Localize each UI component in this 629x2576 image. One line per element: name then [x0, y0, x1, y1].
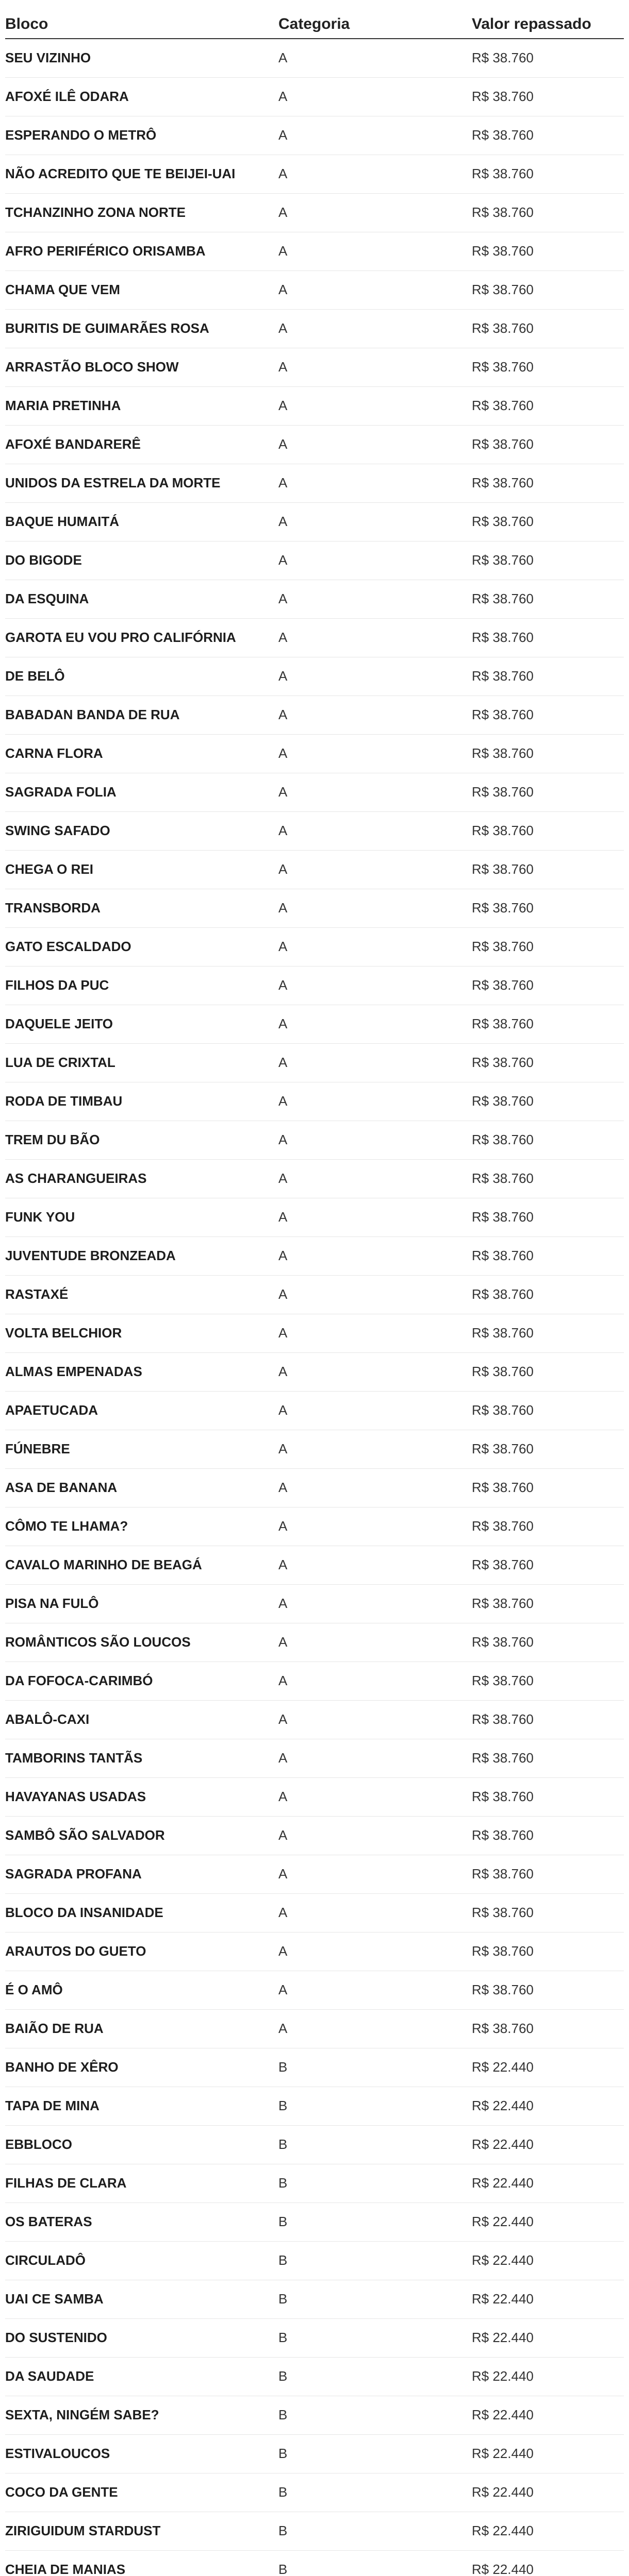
cell-valor: R$ 38.760 — [472, 812, 624, 851]
cell-bloco: PISA NA FULÔ — [5, 1585, 278, 1623]
cell-valor: R$ 38.760 — [472, 310, 624, 348]
table-row — [5, 1507, 624, 1546]
cell-valor: R$ 38.760 — [472, 1044, 624, 1082]
table-row — [5, 271, 624, 310]
cell-bloco: GAROTA EU VOU PRO CALIFÓRNIA — [5, 619, 278, 657]
cell-bloco: GATO ESCALDADO — [5, 928, 278, 967]
cell-bloco: TAMBORINS TANTÃS — [5, 1739, 278, 1778]
cell-bloco: MARIA PRETINHA — [5, 387, 278, 426]
cell-bloco: BLOCO DA INSANIDADE — [5, 1894, 278, 1933]
cell-bloco: ESTIVALOUCOS — [5, 2435, 278, 2473]
cell-bloco: É O AMÔ — [5, 1971, 278, 2010]
cell-valor: R$ 38.760 — [472, 1778, 624, 1817]
cell-valor: R$ 38.760 — [472, 387, 624, 426]
cell-bloco: TREM DU BÃO — [5, 1121, 278, 1160]
cell-categoria: A — [278, 310, 472, 348]
table-row — [5, 310, 624, 348]
table-row — [5, 39, 624, 78]
cell-bloco: DA FOFOCA-CARIMBÓ — [5, 1662, 278, 1701]
table-row — [5, 1392, 624, 1430]
cell-categoria: A — [278, 928, 472, 967]
cell-valor: R$ 38.760 — [472, 1469, 624, 1507]
cell-valor: R$ 38.760 — [472, 1894, 624, 1933]
table-row — [5, 2048, 624, 2087]
header-categoria[interactable]: Categoria — [278, 10, 472, 39]
cell-categoria: B — [278, 2358, 472, 2396]
cell-valor: R$ 38.760 — [472, 1314, 624, 1353]
cell-valor: R$ 38.760 — [472, 696, 624, 735]
cell-bloco: OS BATERAS — [5, 2203, 278, 2242]
table-row — [5, 1121, 624, 1160]
cell-categoria: B — [278, 2396, 472, 2435]
cell-bloco: SWING SAFADO — [5, 812, 278, 851]
cell-valor: R$ 22.440 — [472, 2396, 624, 2435]
table-body — [5, 39, 624, 2576]
cell-categoria: B — [278, 2280, 472, 2319]
cell-bloco: COCO DA GENTE — [5, 2473, 278, 2512]
cell-categoria: A — [278, 2010, 472, 2048]
cell-valor: R$ 38.760 — [472, 1546, 624, 1585]
cell-categoria: B — [278, 2551, 472, 2576]
cell-valor: R$ 38.760 — [472, 1198, 624, 1237]
cell-categoria: A — [278, 735, 472, 773]
cell-categoria: A — [278, 1353, 472, 1392]
table-row — [5, 889, 624, 928]
cell-categoria: A — [278, 1546, 472, 1585]
cell-bloco: RODA DE TIMBAU — [5, 1082, 278, 1121]
table-row — [5, 1160, 624, 1198]
cell-categoria: B — [278, 2087, 472, 2126]
cell-categoria: A — [278, 773, 472, 812]
table-row — [5, 1314, 624, 1353]
cell-categoria: A — [278, 1392, 472, 1430]
cell-categoria: A — [278, 348, 472, 387]
table-row — [5, 2512, 624, 2551]
table-row — [5, 580, 624, 619]
cell-bloco: LUA DE CRIXTAL — [5, 1044, 278, 1082]
cell-categoria: A — [278, 1739, 472, 1778]
cell-valor: R$ 38.760 — [472, 967, 624, 1005]
cell-bloco: FILHOS DA PUC — [5, 967, 278, 1005]
table-row — [5, 735, 624, 773]
cell-categoria: A — [278, 1817, 472, 1855]
cell-bloco: BURITIS DE GUIMARÃES ROSA — [5, 310, 278, 348]
cell-categoria: A — [278, 155, 472, 194]
cell-valor: R$ 38.760 — [472, 1507, 624, 1546]
table-row — [5, 1469, 624, 1507]
cell-bloco: VOLTA BELCHIOR — [5, 1314, 278, 1353]
table-row — [5, 387, 624, 426]
table-row — [5, 2164, 624, 2203]
cell-bloco: DA SAUDADE — [5, 2358, 278, 2396]
cell-bloco: DAQUELE JEITO — [5, 1005, 278, 1044]
cell-valor: R$ 38.760 — [472, 928, 624, 967]
cell-categoria: A — [278, 1507, 472, 1546]
cell-bloco: DO BIGODE — [5, 541, 278, 580]
cell-categoria: A — [278, 619, 472, 657]
cell-bloco: FILHAS DE CLARA — [5, 2164, 278, 2203]
cell-categoria: B — [278, 2242, 472, 2280]
cell-categoria: A — [278, 464, 472, 503]
cell-categoria: A — [278, 1237, 472, 1276]
cell-categoria: A — [278, 1082, 472, 1121]
cell-categoria: B — [278, 2048, 472, 2087]
cell-bloco: EBBLOCO — [5, 2126, 278, 2164]
table-row — [5, 464, 624, 503]
cell-categoria: A — [278, 1933, 472, 1971]
table-row — [5, 1430, 624, 1469]
table-row — [5, 1778, 624, 1817]
table-row — [5, 1276, 624, 1314]
cell-bloco: FUNK YOU — [5, 1198, 278, 1237]
cell-bloco: ROMÂNTICOS SÃO LOUCOS — [5, 1623, 278, 1662]
cell-bloco: ZIRIGUIDUM STARDUST — [5, 2512, 278, 2551]
table-row — [5, 2435, 624, 2473]
cell-valor: R$ 38.760 — [472, 1082, 624, 1121]
table-row — [5, 2010, 624, 2048]
table-row — [5, 1044, 624, 1082]
cell-valor: R$ 38.760 — [472, 1701, 624, 1739]
table-row — [5, 812, 624, 851]
table-row — [5, 1971, 624, 2010]
cell-categoria: A — [278, 1276, 472, 1314]
cell-valor: R$ 38.760 — [472, 1623, 624, 1662]
table-row — [5, 1237, 624, 1276]
cell-categoria: A — [278, 1198, 472, 1237]
cell-categoria: A — [278, 1701, 472, 1739]
cell-valor: R$ 38.760 — [472, 1005, 624, 1044]
cell-categoria: A — [278, 580, 472, 619]
table-header — [5, 10, 624, 39]
cell-bloco: AFOXÉ ILÊ ODARA — [5, 78, 278, 116]
cell-valor: R$ 22.440 — [472, 2512, 624, 2551]
cell-valor: R$ 38.760 — [472, 2010, 624, 2048]
table-row — [5, 1585, 624, 1623]
cell-categoria: A — [278, 1662, 472, 1701]
cell-valor: R$ 38.760 — [472, 735, 624, 773]
cell-bloco: NÃO ACREDITO QUE TE BEIJEI-UAI — [5, 155, 278, 194]
cell-categoria: A — [278, 1430, 472, 1469]
cell-valor: R$ 38.760 — [472, 348, 624, 387]
cell-categoria: A — [278, 1160, 472, 1198]
cell-categoria: A — [278, 78, 472, 116]
cell-bloco: HAVAYANAS USADAS — [5, 1778, 278, 1817]
cell-bloco: TRANSBORDA — [5, 889, 278, 928]
cell-categoria: A — [278, 541, 472, 580]
table-row — [5, 1082, 624, 1121]
cell-valor: R$ 38.760 — [472, 1933, 624, 1971]
cell-categoria: A — [278, 1971, 472, 2010]
table-row — [5, 1353, 624, 1392]
cell-categoria: A — [278, 1044, 472, 1082]
cell-bloco: CHEIA DE MANIAS — [5, 2551, 278, 2576]
cell-valor: R$ 22.440 — [472, 2048, 624, 2087]
cell-bloco: UNIDOS DA ESTRELA DA MORTE — [5, 464, 278, 503]
cell-categoria: A — [278, 116, 472, 155]
cell-valor: R$ 38.760 — [472, 1276, 624, 1314]
cell-categoria: A — [278, 271, 472, 310]
cell-categoria: A — [278, 232, 472, 271]
cell-valor: R$ 22.440 — [472, 2435, 624, 2473]
cell-categoria: A — [278, 1778, 472, 1817]
cell-valor: R$ 38.760 — [472, 1237, 624, 1276]
cell-bloco: SEU VIZINHO — [5, 39, 278, 78]
cell-valor: R$ 38.760 — [472, 232, 624, 271]
cell-categoria: B — [278, 2512, 472, 2551]
cell-bloco: CIRCULADÔ — [5, 2242, 278, 2280]
cell-bloco: AFOXÉ BANDARERÊ — [5, 426, 278, 464]
cell-valor: R$ 38.760 — [472, 1817, 624, 1855]
table-row — [5, 928, 624, 967]
cell-bloco: FÚNEBRE — [5, 1430, 278, 1469]
cell-categoria: A — [278, 1894, 472, 1933]
cell-valor: R$ 38.760 — [472, 1971, 624, 2010]
cell-categoria: A — [278, 1585, 472, 1623]
header-bloco[interactable]: Bloco — [5, 10, 278, 39]
table-row — [5, 541, 624, 580]
table-row — [5, 1546, 624, 1585]
cell-bloco: DA ESQUINA — [5, 580, 278, 619]
table-row — [5, 2087, 624, 2126]
cell-categoria: B — [278, 2164, 472, 2203]
cell-categoria: B — [278, 2473, 472, 2512]
cell-valor: R$ 38.760 — [472, 773, 624, 812]
table-row — [5, 967, 624, 1005]
cell-categoria: A — [278, 194, 472, 232]
cell-bloco: SAGRADA PROFANA — [5, 1855, 278, 1894]
table-row — [5, 194, 624, 232]
cell-bloco: SAGRADA FOLIA — [5, 773, 278, 812]
cell-valor: R$ 38.760 — [472, 541, 624, 580]
cell-categoria: A — [278, 426, 472, 464]
cell-categoria: A — [278, 1469, 472, 1507]
cell-valor: R$ 38.760 — [472, 1353, 624, 1392]
table-row — [5, 1623, 624, 1662]
cell-bloco: TAPA DE MINA — [5, 2087, 278, 2126]
cell-categoria: B — [278, 2203, 472, 2242]
cell-categoria: A — [278, 1314, 472, 1353]
cell-categoria: A — [278, 1623, 472, 1662]
cell-bloco: BANHO DE XÊRO — [5, 2048, 278, 2087]
cell-bloco: BABADAN BANDA DE RUA — [5, 696, 278, 735]
cell-bloco: BAIÃO DE RUA — [5, 2010, 278, 2048]
table-row — [5, 2319, 624, 2358]
cell-bloco: APAETUCADA — [5, 1392, 278, 1430]
cell-valor: R$ 38.760 — [472, 851, 624, 889]
table-row — [5, 1701, 624, 1739]
cell-valor: R$ 22.440 — [472, 2164, 624, 2203]
cell-bloco: AS CHARANGUEIRAS — [5, 1160, 278, 1198]
cell-categoria: A — [278, 39, 472, 78]
cell-categoria: A — [278, 657, 472, 696]
cell-categoria: A — [278, 696, 472, 735]
cell-bloco: ESPERANDO O METRÔ — [5, 116, 278, 155]
table-row — [5, 1662, 624, 1701]
cell-bloco: AFRO PERIFÉRICO ORISAMBA — [5, 232, 278, 271]
cell-bloco: CHEGA O REI — [5, 851, 278, 889]
cell-valor: R$ 22.440 — [472, 2280, 624, 2319]
table-row — [5, 696, 624, 735]
cell-bloco: ARAUTOS DO GUETO — [5, 1933, 278, 1971]
cell-valor: R$ 22.440 — [472, 2203, 624, 2242]
table-row — [5, 851, 624, 889]
cell-categoria: A — [278, 812, 472, 851]
cell-bloco: JUVENTUDE BRONZEADA — [5, 1237, 278, 1276]
cell-valor: R$ 38.760 — [472, 39, 624, 78]
cell-bloco: BAQUE HUMAITÁ — [5, 503, 278, 541]
cell-categoria: A — [278, 851, 472, 889]
cell-valor: R$ 38.760 — [472, 1662, 624, 1701]
table-row — [5, 155, 624, 194]
table-row — [5, 1894, 624, 1933]
cell-valor: R$ 38.760 — [472, 580, 624, 619]
table-row — [5, 619, 624, 657]
blocos-table — [5, 10, 624, 2576]
table-row — [5, 1005, 624, 1044]
cell-bloco: DO SUSTENIDO — [5, 2319, 278, 2358]
cell-valor: R$ 38.760 — [472, 503, 624, 541]
table-row — [5, 2473, 624, 2512]
table-row — [5, 2358, 624, 2396]
cell-categoria: B — [278, 2319, 472, 2358]
cell-categoria: A — [278, 1855, 472, 1894]
cell-valor: R$ 38.760 — [472, 1585, 624, 1623]
cell-valor: R$ 38.760 — [472, 426, 624, 464]
table-row — [5, 1739, 624, 1778]
table-row — [5, 2551, 624, 2576]
cell-valor: R$ 38.760 — [472, 78, 624, 116]
cell-valor: R$ 38.760 — [472, 657, 624, 696]
cell-categoria: A — [278, 387, 472, 426]
cell-bloco: DE BELÔ — [5, 657, 278, 696]
cell-bloco: CHAMA QUE VEM — [5, 271, 278, 310]
cell-valor: R$ 38.760 — [472, 889, 624, 928]
cell-bloco: TCHANZINHO ZONA NORTE — [5, 194, 278, 232]
table-row — [5, 1855, 624, 1894]
cell-valor: R$ 38.760 — [472, 155, 624, 194]
table-row — [5, 657, 624, 696]
cell-valor: R$ 22.440 — [472, 2242, 624, 2280]
table-row — [5, 773, 624, 812]
cell-categoria: B — [278, 2126, 472, 2164]
cell-valor: R$ 22.440 — [472, 2319, 624, 2358]
cell-valor: R$ 38.760 — [472, 194, 624, 232]
cell-bloco: CÔMO TE LHAMA? — [5, 1507, 278, 1546]
table-row — [5, 116, 624, 155]
table-row — [5, 78, 624, 116]
cell-valor: R$ 22.440 — [472, 2473, 624, 2512]
cell-valor: R$ 38.760 — [472, 1739, 624, 1778]
table-row — [5, 1198, 624, 1237]
cell-categoria: A — [278, 503, 472, 541]
cell-bloco: SAMBÔ SÃO SALVADOR — [5, 1817, 278, 1855]
cell-valor: R$ 38.760 — [472, 1855, 624, 1894]
table-row — [5, 232, 624, 271]
cell-valor: R$ 38.760 — [472, 271, 624, 310]
cell-categoria: B — [278, 2435, 472, 2473]
cell-bloco: ABALÔ-CAXI — [5, 1701, 278, 1739]
cell-valor: R$ 38.760 — [472, 464, 624, 503]
cell-bloco: CARNA FLORA — [5, 735, 278, 773]
cell-categoria: A — [278, 967, 472, 1005]
cell-valor: R$ 38.760 — [472, 116, 624, 155]
table-row — [5, 1933, 624, 1971]
cell-bloco: SEXTA, NINGÉM SABE? — [5, 2396, 278, 2435]
header-row — [5, 10, 624, 39]
table-row — [5, 2203, 624, 2242]
cell-valor: R$ 38.760 — [472, 1392, 624, 1430]
table-row — [5, 426, 624, 464]
cell-valor: R$ 22.440 — [472, 2126, 624, 2164]
cell-bloco: UAI CE SAMBA — [5, 2280, 278, 2319]
cell-valor: R$ 38.760 — [472, 1160, 624, 1198]
table-row — [5, 348, 624, 387]
header-valor-repassado[interactable]: Valor repassado — [472, 10, 624, 39]
cell-bloco: RASTAXÉ — [5, 1276, 278, 1314]
cell-valor: R$ 38.760 — [472, 1121, 624, 1160]
cell-valor: R$ 22.440 — [472, 2087, 624, 2126]
cell-valor: R$ 38.760 — [472, 619, 624, 657]
cell-categoria: A — [278, 889, 472, 928]
table-row — [5, 1817, 624, 1855]
table-row — [5, 2242, 624, 2280]
cell-bloco: ARRASTÃO BLOCO SHOW — [5, 348, 278, 387]
cell-bloco: ASA DE BANANA — [5, 1469, 278, 1507]
cell-valor: R$ 22.440 — [472, 2358, 624, 2396]
cell-bloco: CAVALO MARINHO DE BEAGÁ — [5, 1546, 278, 1585]
cell-categoria: A — [278, 1005, 472, 1044]
table-row — [5, 503, 624, 541]
cell-categoria: A — [278, 1121, 472, 1160]
table-row — [5, 2126, 624, 2164]
cell-valor: R$ 38.760 — [472, 1430, 624, 1469]
cell-valor: R$ 22.440 — [472, 2551, 624, 2576]
table-row — [5, 2280, 624, 2319]
cell-bloco: ALMAS EMPENADAS — [5, 1353, 278, 1392]
table-row — [5, 2396, 624, 2435]
